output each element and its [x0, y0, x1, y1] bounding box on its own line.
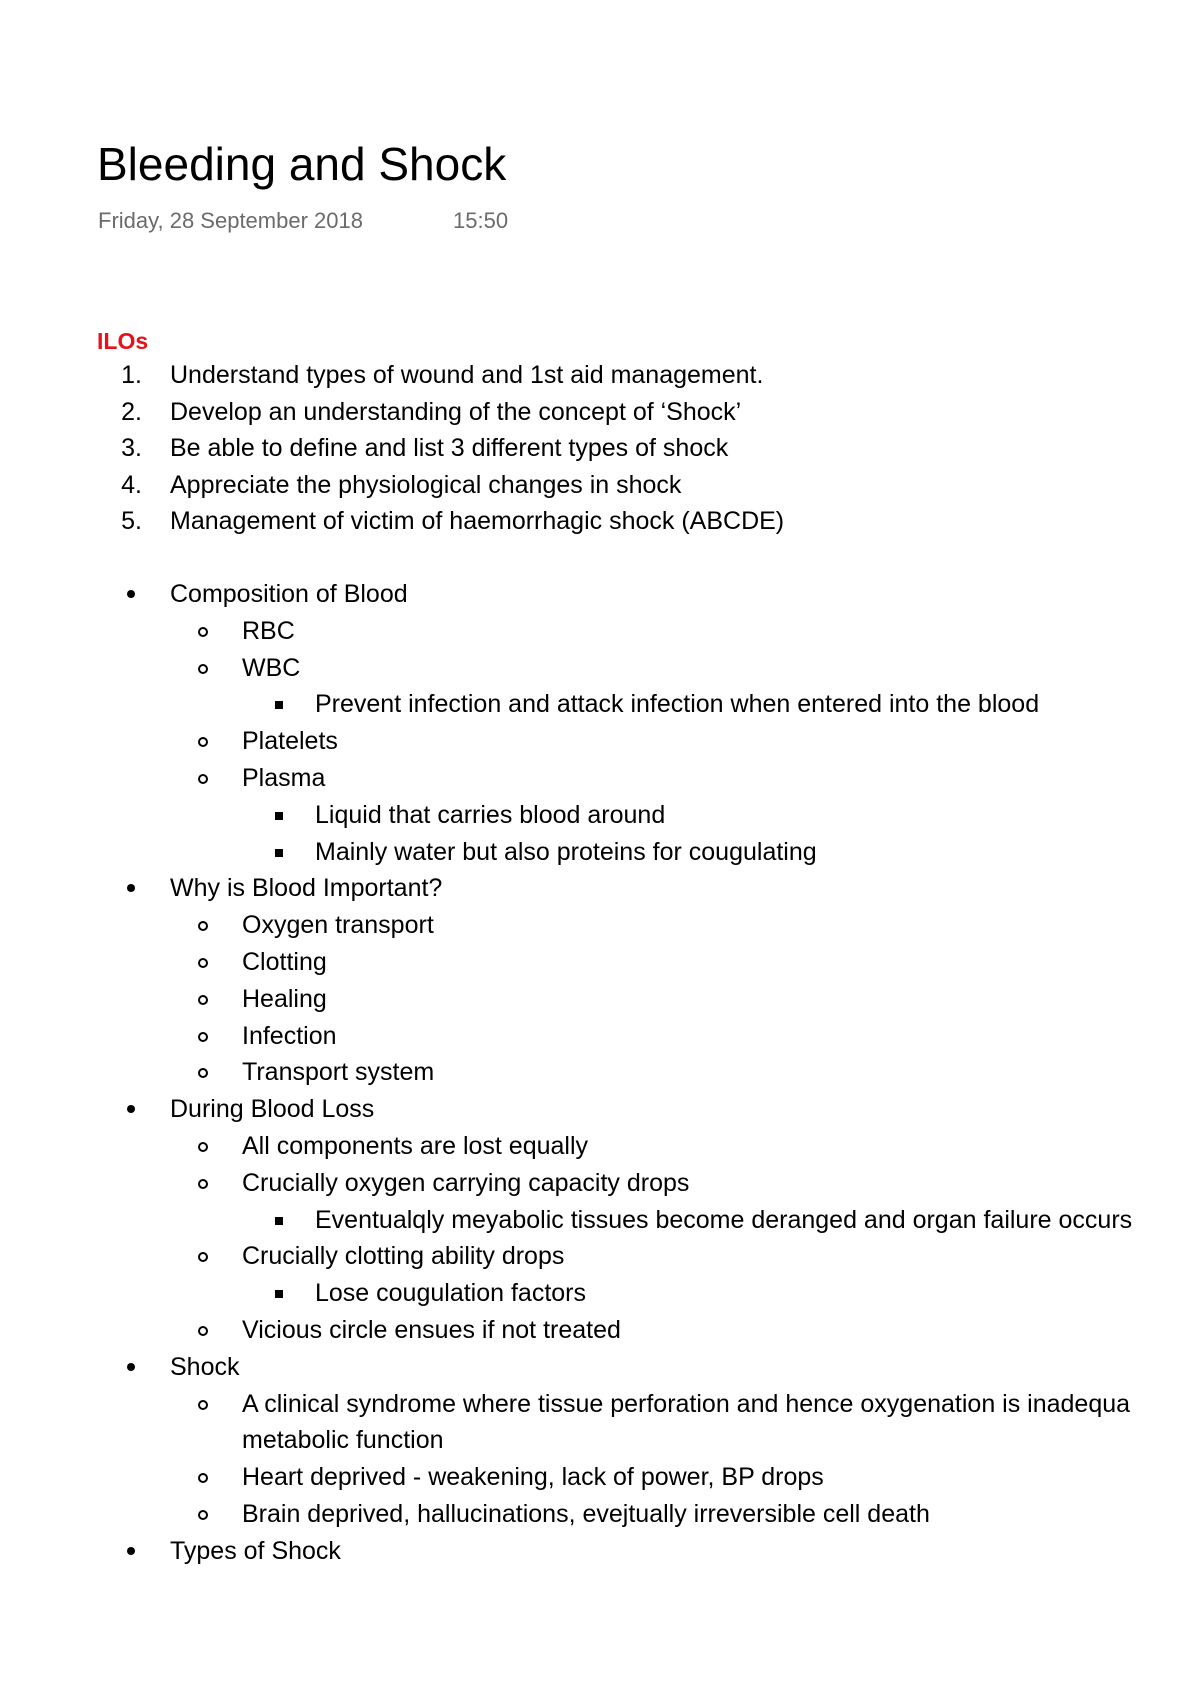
bullet-circle-icon: [198, 737, 208, 747]
bullet-square-icon: [275, 812, 283, 820]
ilo-item: Be able to define and list 3 different types of shock: [170, 434, 729, 462]
bullet-circle-icon: [198, 774, 208, 784]
note-level-2: Oxygen transport: [242, 911, 434, 940]
note-level-3: Liquid that carries blood around: [315, 800, 666, 829]
ilo-item: Appreciate the physiological changes in shock: [170, 470, 682, 499]
ilo-number: 1.: [121, 361, 142, 389]
note-level-2: Vicious circle ensues if not treated: [242, 1316, 621, 1344]
bullet-circle-icon: [198, 1400, 208, 1410]
ilo-item: Understand types of wound and 1st aid management.: [170, 361, 764, 389]
note-level-2: Crucially oxygen carrying capacity drops: [242, 1168, 690, 1197]
bullet-circle-icon: [198, 1252, 208, 1262]
bullet-circle-icon: [198, 1068, 208, 1078]
page-title: Bleeding and Shock: [97, 138, 507, 190]
note-level-2: Clotting: [242, 948, 327, 976]
ilo-item: Management of victim of haemorrhagic shock (ABCDE): [170, 507, 785, 535]
note-level-1: Types of Shock: [170, 1536, 341, 1565]
page-date: Friday, 28 September 2018: [98, 208, 363, 233]
ilos-heading: ILOs: [97, 328, 149, 354]
note-level-2: RBC: [242, 616, 295, 645]
note-level-2: All components are lost equally: [242, 1132, 589, 1160]
bullet-dot-icon: [127, 1105, 135, 1113]
page-time: 15:50: [453, 208, 509, 233]
bullet-circle-icon: [198, 1179, 208, 1189]
bullet-circle-icon: [198, 1473, 208, 1483]
note-level-1: Composition of Blood: [170, 580, 408, 608]
bullet-circle-icon: [198, 921, 208, 931]
bullet-circle-icon: [198, 1510, 208, 1520]
ilo-number: 3.: [121, 434, 142, 462]
note-level-1: During Blood Loss: [170, 1095, 375, 1124]
note-level-2: WBC: [242, 653, 301, 682]
bullet-circle-icon: [198, 664, 208, 674]
bullet-square-icon: [275, 849, 283, 857]
bullet-circle-icon: [198, 1142, 208, 1152]
ilo-number: 5.: [121, 507, 142, 535]
note-level-2: Plasma: [242, 764, 326, 792]
note-level-2: A clinical syndrome where tissue perforation and hence oxygenation is inadequa: [242, 1389, 1131, 1418]
note-level-3: Mainly water but also proteins for cougulating: [315, 837, 817, 866]
note-level-3: Prevent infection and attack infection when entered into the blood: [315, 690, 1040, 719]
note-continuation: metabolic function: [242, 1426, 444, 1455]
bullet-circle-icon: [198, 958, 208, 968]
bullet-circle-icon: [198, 1032, 208, 1042]
bullet-square-icon: [275, 1290, 283, 1298]
ilo-item: Develop an understanding of the concept of ‘Shock’: [170, 397, 742, 426]
bullet-dot-icon: [127, 1547, 135, 1555]
note-level-2: Transport system: [242, 1058, 435, 1087]
note-level-2: Brain deprived, hallucinations, evejtually irreversible cell death: [242, 1500, 930, 1528]
note-level-3: Lose cougulation factors: [315, 1279, 587, 1308]
bullet-dot-icon: [127, 590, 135, 598]
note-level-2: Infection: [242, 1021, 337, 1050]
bullet-dot-icon: [127, 1363, 135, 1371]
note-level-2: Heart deprived - weakening, lack of power, BP drops: [242, 1463, 824, 1492]
ilo-number: 2.: [121, 397, 142, 426]
bullet-circle-icon: [198, 1326, 208, 1336]
note-level-2: Platelets: [242, 727, 338, 756]
bullet-square-icon: [275, 1217, 283, 1225]
note-level-3: Eventualqly meyabolic tissues become deranged and organ failure occurs: [315, 1205, 1133, 1234]
note-level-2: Healing: [242, 984, 327, 1013]
note-level-2: Crucially clotting ability drops: [242, 1242, 565, 1271]
ilo-number: 4.: [121, 470, 142, 499]
bullet-square-icon: [275, 701, 283, 709]
bullet-circle-icon: [198, 627, 208, 637]
note-level-1: Shock: [170, 1352, 240, 1381]
bullet-circle-icon: [198, 995, 208, 1005]
note-level-1: Why is Blood Important?: [170, 874, 443, 903]
bullet-dot-icon: [127, 884, 135, 892]
